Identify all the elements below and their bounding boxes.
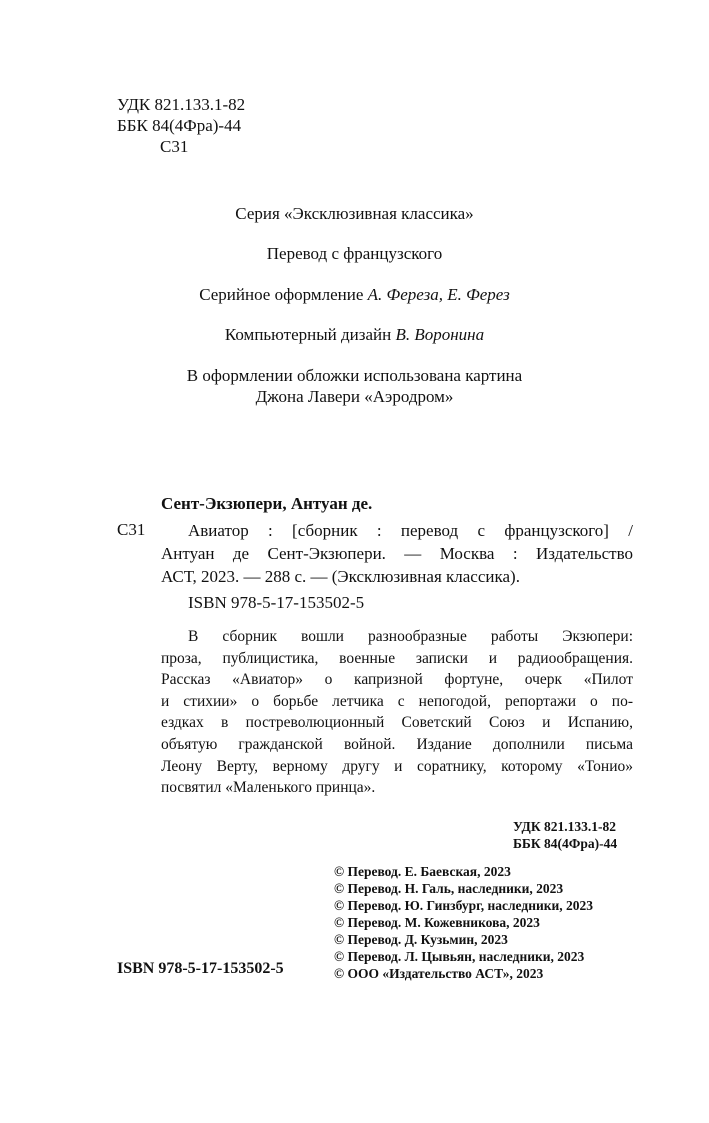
copyright-line: © Перевод. Д. Кузьмин, 2023	[334, 932, 508, 947]
biblio-line: Антуан де Сент-Экзюпери. — Москва : Издательство	[161, 544, 633, 563]
computer-design-label: Компьютерный дизайн	[224, 325, 392, 344]
copyright-list	[334, 863, 593, 982]
udk-code: УДК 821.133.1-82	[117, 95, 246, 114]
copyright-line: © Перевод. М. Кожевникова, 2023	[334, 915, 540, 930]
isbn-record: ISBN 978-5-17-153502-5	[188, 593, 365, 612]
translation-line: Перевод с французского	[266, 244, 443, 263]
annotation-line: проза, публицистика, военные записки и радиообращения.	[161, 649, 633, 667]
annotation-line: объятую гражданской войной. Издание дополнили письма	[161, 735, 633, 753]
annotation-line: Рассказ «Авиатор» о капризной фортуне, очерк «Пилот	[161, 671, 633, 689]
bbk-code-bottom: ББК 84(4Фра)-44	[513, 836, 618, 851]
cover-note-line1: В оформлении обложки использована картина	[186, 366, 523, 385]
record-code: С31	[117, 520, 146, 539]
annotation-line: посвятил «Маленького принца».	[161, 779, 376, 797]
copyright-line: © Перевод. Ю. Гинзбург, наследники, 2023	[334, 898, 594, 913]
author-mark-code: С31	[160, 137, 189, 156]
biblio-line: Авиатор : [сборник : перевод с французского] /	[188, 521, 633, 540]
bbk-code: ББК 84(4Фра)-44	[117, 116, 242, 135]
series-line: Серия «Эксклюзивная классика»	[235, 204, 474, 223]
author-heading: Сент-Экзюпери, Антуан де.	[161, 494, 373, 513]
annotation-line: ездках в постреволюционный Советский Союз и Испанию,	[161, 714, 633, 732]
annotation-line: и стихии» о борьбе летчика с непогодой, репортажи о по-	[161, 692, 633, 710]
series-design-line	[0, 285, 709, 305]
udk-code-bottom: УДК 821.133.1-82	[513, 819, 616, 834]
annotation	[161, 626, 633, 799]
annotation-line: Леону Верту, верному другу и соратнику, которому «Тонио»	[161, 757, 633, 775]
computer-design-line	[0, 325, 709, 345]
biblio-line: АСТ, 2023. — 288 с. — (Эксклюзивная классика).	[161, 567, 520, 586]
series-design-label: Серийное оформление	[199, 285, 364, 304]
copyright-line: © Перевод. Л. Цывьян, наследники, 2023	[334, 949, 585, 964]
bibliographic-description	[161, 519, 633, 588]
series-design-names: А. Фереза, Е. Ферез	[367, 285, 510, 304]
annotation-line: В сборник вошли разнообразные работы Экзюпери:	[188, 628, 633, 645]
classification-bottom	[513, 818, 617, 852]
isbn-bottom: ISBN 978-5-17-153502-5	[117, 960, 284, 977]
cover-note-line2: Джона Лавери «Аэродром»	[255, 387, 454, 406]
copyright-line: © Перевод. Е. Баевская, 2023	[334, 864, 511, 879]
copyright-line: © Перевод. Н. Галь, наследники, 2023	[334, 881, 564, 896]
computer-design-name: В. Воронина	[395, 325, 485, 344]
copyright-line: © ООО «Издательство АСТ», 2023	[334, 966, 544, 981]
